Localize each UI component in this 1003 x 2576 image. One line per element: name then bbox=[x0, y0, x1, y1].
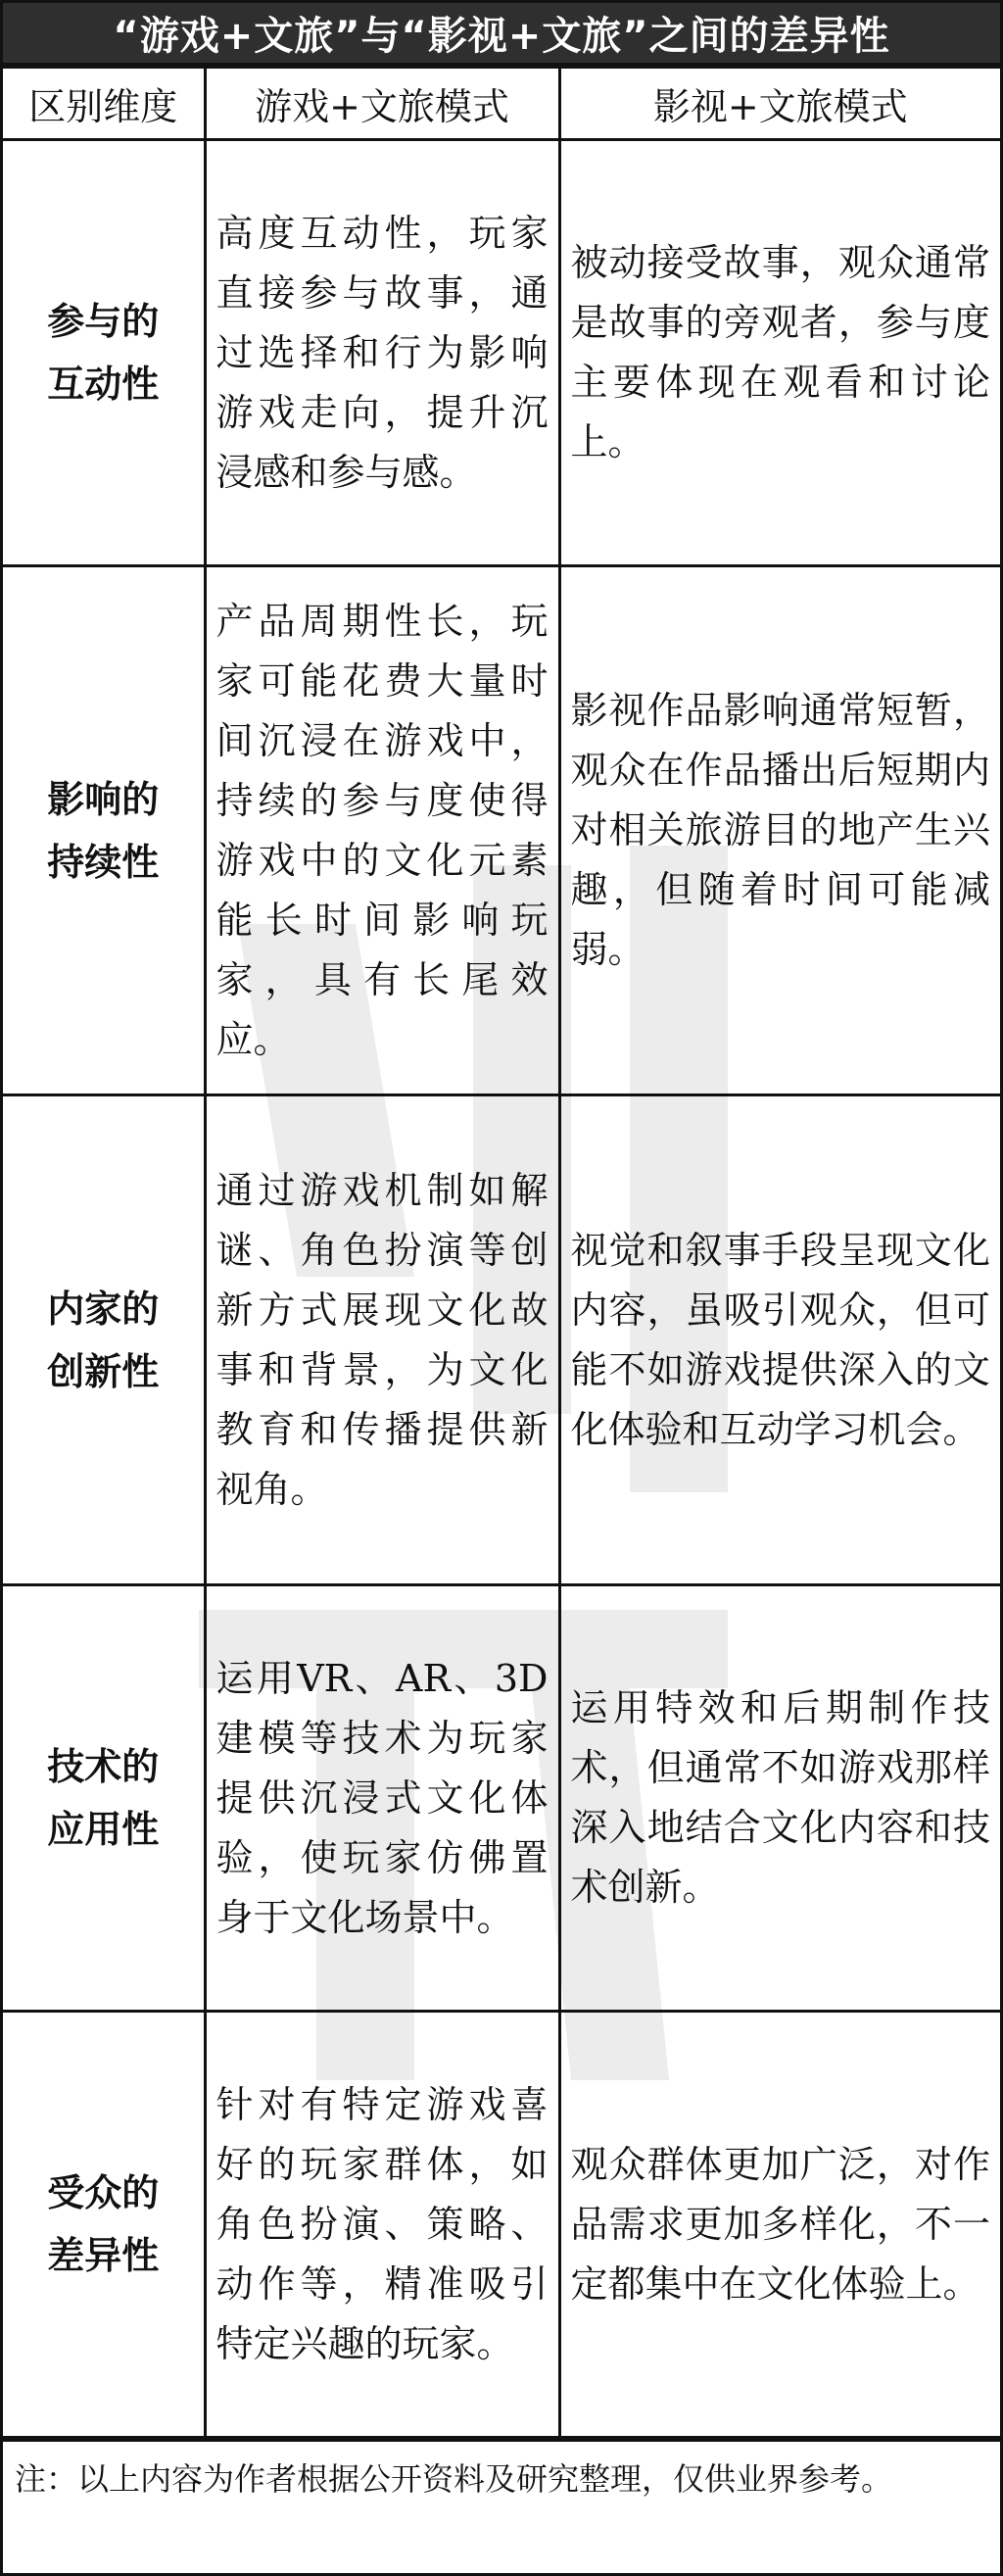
table-title: “游戏+文旅”与“影视+文旅”之间的差异性 bbox=[3, 3, 1000, 66]
game-cell: 高度互动性，玩家直接参与故事，通过选择和行为影响游戏走向，提升沉浸感和参与感。 bbox=[205, 140, 559, 566]
dimension-cell bbox=[3, 1585, 205, 2012]
dimension-cell bbox=[3, 1095, 205, 1585]
dimension-line: 差异性 bbox=[47, 2234, 160, 2277]
dimension-line: 创新性 bbox=[47, 1349, 160, 1393]
game-cell: 运用VR、AR、3D建模等技术为玩家提供沉浸式文化体验，使玩家仿佛置身于文化场景中。 bbox=[205, 1585, 559, 2012]
dimension-line: 互动性 bbox=[47, 363, 160, 406]
dimension-line: 应用性 bbox=[47, 1808, 160, 1851]
table-row bbox=[3, 566, 1000, 1095]
header-film-tourism: 影视+文旅模式 bbox=[559, 68, 1000, 140]
game-cell: 通过游戏机制如解谜、角色扮演等创新方式展现文化故事和背景，为文化教育和传播提供新视角。 bbox=[205, 1095, 559, 1585]
footnote: 注：以上内容为作者根据公开资料及研究整理，仅供业界参考。 bbox=[3, 2439, 1000, 2554]
header-game-tourism: 游戏+文旅模式 bbox=[205, 68, 559, 140]
table-row bbox=[3, 140, 1000, 566]
film-cell: 运用特效和后期制作技术，但通常不如游戏那样深入地结合文化内容和技术创新。 bbox=[559, 1585, 1000, 2012]
header-dimension: 区别维度 bbox=[3, 68, 205, 140]
film-cell: 影视作品影响通常短暂，观众在作品播出后短期内对相关旅游目的地产生兴趣，但随着时间可能减弱。 bbox=[559, 566, 1000, 1095]
dimension-line: 参与的 bbox=[47, 300, 160, 343]
table-row bbox=[3, 1095, 1000, 1585]
dimension-line: 影响的 bbox=[47, 777, 160, 821]
table-row bbox=[3, 1585, 1000, 2012]
game-cell: 产品周期性长，玩家可能花费大量时间沉浸在游戏中，持续的参与度使得游戏中的文化元素能长时间影响玩家，具有长尾效应。 bbox=[205, 566, 559, 1095]
comparison-table bbox=[3, 66, 1000, 2439]
game-cell: 针对有特定游戏喜好的玩家群体，如角色扮演、策略、动作等，精准吸引特定兴趣的玩家。 bbox=[205, 2012, 559, 2438]
dimension-line: 受众的 bbox=[47, 2171, 160, 2214]
film-cell: 视觉和叙事手段呈现文化内容，虽吸引观众，但可能不如游戏提供深入的文化体验和互动学习机会。 bbox=[559, 1095, 1000, 1585]
dimension-cell bbox=[3, 140, 205, 566]
dimension-line: 内家的 bbox=[47, 1287, 160, 1331]
dimension-line: 持续性 bbox=[47, 840, 160, 884]
film-cell: 观众群体更加广泛，对作品需求更加多样化，不一定都集中在文化体验上。 bbox=[559, 2012, 1000, 2438]
dimension-cell bbox=[3, 2012, 205, 2438]
table-row bbox=[3, 2012, 1000, 2438]
dimension-cell bbox=[3, 566, 205, 1095]
film-cell: 被动接受故事，观众通常是故事的旁观者，参与度主要体现在观看和讨论上。 bbox=[559, 140, 1000, 566]
dimension-line: 技术的 bbox=[47, 1745, 160, 1788]
header-row bbox=[3, 68, 1000, 140]
